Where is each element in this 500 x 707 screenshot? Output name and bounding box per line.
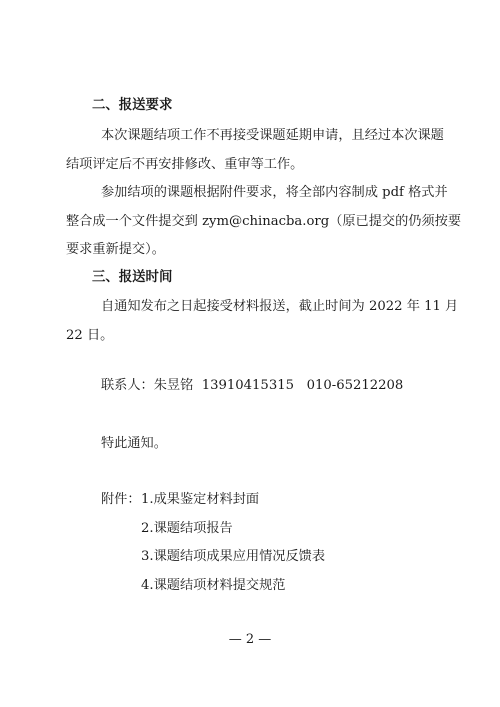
attachments-label: 附件：: [101, 492, 141, 507]
attachment-item-1: 1.成果鉴定材料封面: [141, 492, 260, 507]
section2-heading: 二、报送要求: [92, 98, 173, 113]
section3-heading: 三、报送时间: [92, 270, 173, 285]
attachment-item-3: 3.课题结项成果应用情况反馈表: [141, 549, 326, 564]
section3-para-line1: 自通知发布之日起接受材料报送，截止时间为 2022 年 11 月: [101, 299, 459, 314]
section2-para2-line3: 要求重新提交）。: [66, 242, 165, 257]
page-number: — 2 —: [228, 632, 272, 647]
section2-para1-line2: 结项评定后不再安排修改、重审等工作。: [66, 157, 304, 172]
section3-para-line2: 22 日。: [66, 328, 114, 343]
contact-line: 联系人：朱昱铭 13910415315 010-65212208: [101, 378, 404, 393]
section2-para1-line1: 本次课题结项工作不再接受课题延期申请，且经过本次课题: [101, 128, 444, 143]
section2-para2-line2: 整合成一个文件提交到 zym@chinacba.org（原已提交的仍须按要: [66, 214, 462, 229]
attachment-item-2: 2.课题结项报告: [141, 521, 233, 536]
section2-para2-line1: 参加结项的课题根据附件要求，将全部内容制成 pdf 格式并: [101, 185, 448, 200]
attachment-item-4: 4.课题结项材料提交规范: [141, 578, 286, 593]
closing-notice: 特此通知。: [101, 436, 167, 451]
